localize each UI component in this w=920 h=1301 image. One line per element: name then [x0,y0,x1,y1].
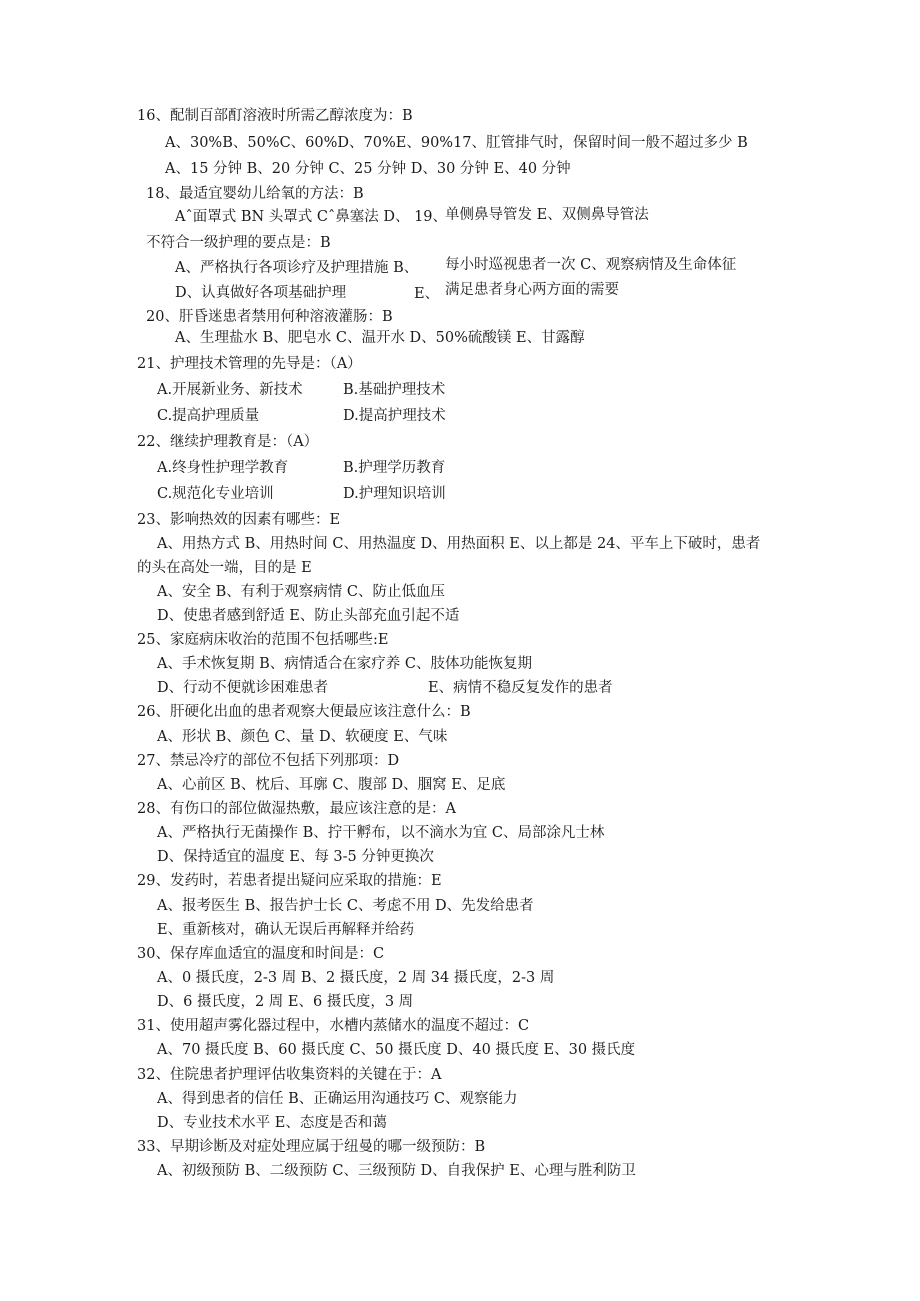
options-26: A、形状 B、颜色 C、量 D、软硬度 E、气味 [157,729,448,745]
options-30-a: A、0 摄氏度，2-3 周 B、2 摄氏度，2 周 34 摄氏度，2-3 周 [157,970,555,986]
options-19-e: 满足患者身心两方面的需要 [445,282,619,298]
option-21-d: D.提高护理技术 [343,408,446,424]
options-19-a: A、严格执行各项诊疗及护理措施 B、 [175,260,419,276]
options-31: A、70 摄氏度 B、60 摄氏度 C、50 摄氏度 D、40 摄氏度 E、30 摄氏度 [157,1042,636,1058]
question-29: 29、发药时，若患者提出疑问应采取的措施：E [137,873,442,889]
options-17: A、15 分钟 B、20 分钟 C、25 分钟 D、30 分钟 E、40 分钟 [165,161,571,177]
options-27: A、心前区 B、枕后、耳廓 C、腹部 D、腘窝 E、足底 [157,777,506,793]
question-27: 27、禁忌冷疗的部位不包括下列那项：D [137,753,400,769]
options-19-bc: 每小时巡视患者一次 C、观察病情及生命体征 [445,257,737,273]
question-19: 不符合一级护理的要点是：B [146,235,331,251]
options-30-d: D、6 摄氏度，2 周 E、6 摄氏度，3 周 [157,994,414,1010]
option-22-d: D.护理知识培训 [343,486,446,502]
options-16-question-17: A、30%B、50%C、60%D、70%E、90%17、肛管排气时，保留时间一般不超过多少 B [165,135,748,151]
question-31: 31、使用超声雾化器过程中，水槽内蒸储水的温度不超过：C [137,1018,530,1034]
question-28: 28、有伤口的部位做湿热敷，最应该注意的是：A [137,801,456,817]
options-29-a: A、报考医生 B、报告护士长 C、考虑不用 D、先发给患者 [157,898,534,914]
options-25-d: D、行动不便就诊困难患者 [157,680,329,696]
options-18-left: Aˆ面罩式 BN 头罩式 Cˆ鼻塞法 D、 19、 [175,209,448,225]
options-28-d: D、保持适宜的温度 E、每 3-5 分钟更换次 [157,849,434,865]
options-32-d: D、专业技术水平 E、态度是否和蔼 [157,1115,387,1131]
option-21-a: A.开展新业务、新技术 [157,382,303,398]
options-20: A、生理盐水 B、肥皂水 C、温开水 D、50%硫酸镁 E、甘露醇 [175,330,585,346]
option-22-a: A.终身性护理学教育 [157,460,289,476]
options-19-d: D、认真做好各项基础护理 [175,285,347,301]
question-22: 22、继续护理教育是：（A） [137,434,319,450]
option-21-c: C.提高护理质量 [157,408,260,424]
option-22-c: C.规范化专业培训 [157,486,274,502]
question-23: 23、影响热效的因素有哪些：E [137,512,341,528]
options-32-a: A、得到患者的信任 B、正确运用沟通技巧 C、观察能力 [157,1091,518,1107]
options-23-question-24: A、用热方式 B、用热时间 C、用热温度 D、用热面积 E、以上都是 24、平车上下破时，患者 [157,536,761,552]
question-33: 33、早期诊断及对症处理应属于纽曼的哪一级预防：B [137,1139,486,1155]
options-18-right: 单侧鼻导管发 E、双侧鼻导管法 [445,207,649,223]
options-19-e-label: E、 [414,286,440,302]
question-21: 21、护理技术管理的先导是：（A） [137,356,362,372]
options-28-a: A、严格执行无菌操作 B、拧干孵布，以不滴水为宜 C、局部涂凡士林 [157,825,605,841]
question-24-cont: 的头在高处一端，目的是 E [137,560,312,576]
options-33: A、初级预防 B、二级预防 C、三级预防 D、自我保护 E、心理与胜利防卫 [157,1163,636,1179]
options-29-e: E、重新核对，确认无误后再解释并给药 [157,922,415,938]
option-22-b: B.护理学历教育 [343,460,446,476]
options-25-a: A、手术恢复期 B、病情适合在家疗养 C、肢体功能恢复期 [157,656,532,672]
question-26: 26、肝硬化出血的患者观察大便最应该注意什么：B [137,704,471,720]
option-21-b: B.基础护理技术 [343,382,446,398]
options-24-a: A、安全 B、有利于观察病情 C、防止低血压 [157,584,445,600]
question-16: 16、配制百部酊溶液时所需乙醇浓度为：B [137,108,413,124]
question-18: 18、最适宜婴幼儿给氧的方法：B [146,186,364,202]
question-30: 30、保存库血适宜的温度和时间是：C [137,946,385,962]
options-25-e: E、病情不稳反复发作的患者 [428,680,613,696]
question-20: 20、肝昏迷患者禁用何种溶液灌肠：B [146,309,393,325]
question-32: 32、住院患者护理评估收集资料的关键在于：A [137,1067,442,1083]
options-24-b: D、使患者感到舒适 E、防止头部充血引起不适 [157,608,460,624]
question-25: 25、家庭病床收治的范围不包括哪些:E [137,632,389,648]
